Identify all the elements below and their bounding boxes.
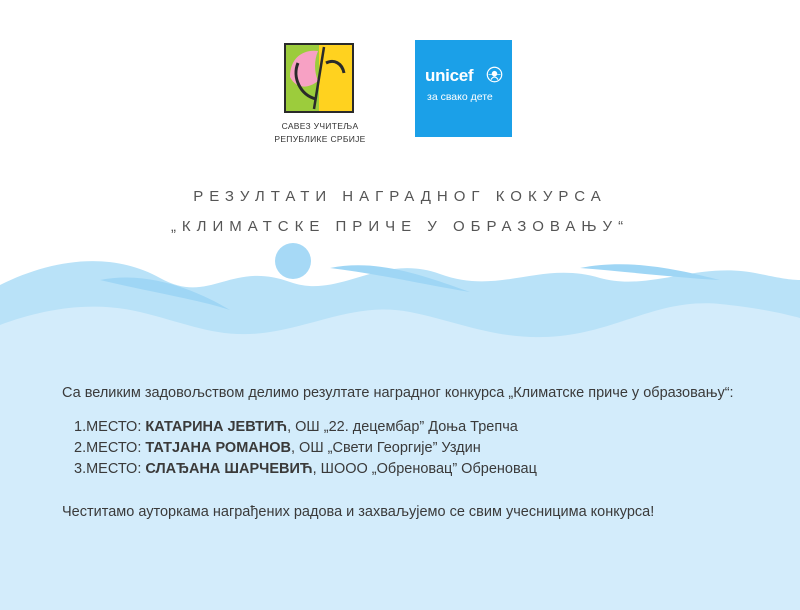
winner-item-1	[74, 417, 738, 438]
place-label: МЕСТО:	[86, 461, 146, 477]
winners-list	[62, 417, 738, 480]
announcement-body	[62, 383, 738, 523]
winner-school: , ОШ „22. децембар” Доња Трепча	[287, 419, 518, 435]
winner-school: , ШООО „Обреновац” Обреновац	[312, 461, 537, 477]
unicef-tagline: за свако дете	[427, 91, 493, 103]
suz-logo-icon	[284, 43, 354, 113]
results-title: РЕЗУЛТАТИ НАГРАДНОГ КОКУРСА	[193, 188, 607, 205]
winner-item-2	[74, 438, 738, 459]
suz-logo-line1: САВЕЗ УЧИТЕЉА	[281, 121, 359, 131]
suz-logo-line2: РЕПУБЛИКЕ СРБИЈЕ	[274, 134, 366, 144]
winner-name: СЛАЂАНА ШАРЧЕВИЋ	[145, 461, 313, 477]
unicef-wordmark: unicef	[425, 66, 474, 85]
suz-logo-text	[274, 120, 366, 146]
place-number: 1.	[74, 419, 87, 435]
winner-school: , ОШ „Свети Георгије” Уздин	[290, 440, 481, 456]
place-label: МЕСТО:	[86, 440, 146, 456]
thanks-paragraph: Честитамо ауторкама награђених радова и захваљујемо се свим учесницима конкурса!	[62, 504, 655, 520]
logo-header	[0, 40, 800, 150]
place-label: МЕСТО:	[86, 419, 146, 435]
winner-item-3	[74, 459, 738, 480]
unicef-globe-icon	[486, 66, 503, 83]
contest-title: „КЛИМАТСКЕ ПРИЧЕ У ОБРАЗОВАЊУ“	[170, 218, 630, 235]
place-number: 3.	[74, 461, 87, 477]
unicef-logo	[415, 40, 512, 137]
place-number: 2.	[74, 440, 87, 456]
intro-paragraph: Са великим задовољством делимо резултате наградног конкурса „Климатске приче у образовању“:	[62, 385, 734, 401]
winner-name: ТАТЈАНА РОМАНОВ	[145, 440, 291, 456]
winner-name: КАТАРИНА ЈЕВТИЋ	[145, 419, 288, 435]
